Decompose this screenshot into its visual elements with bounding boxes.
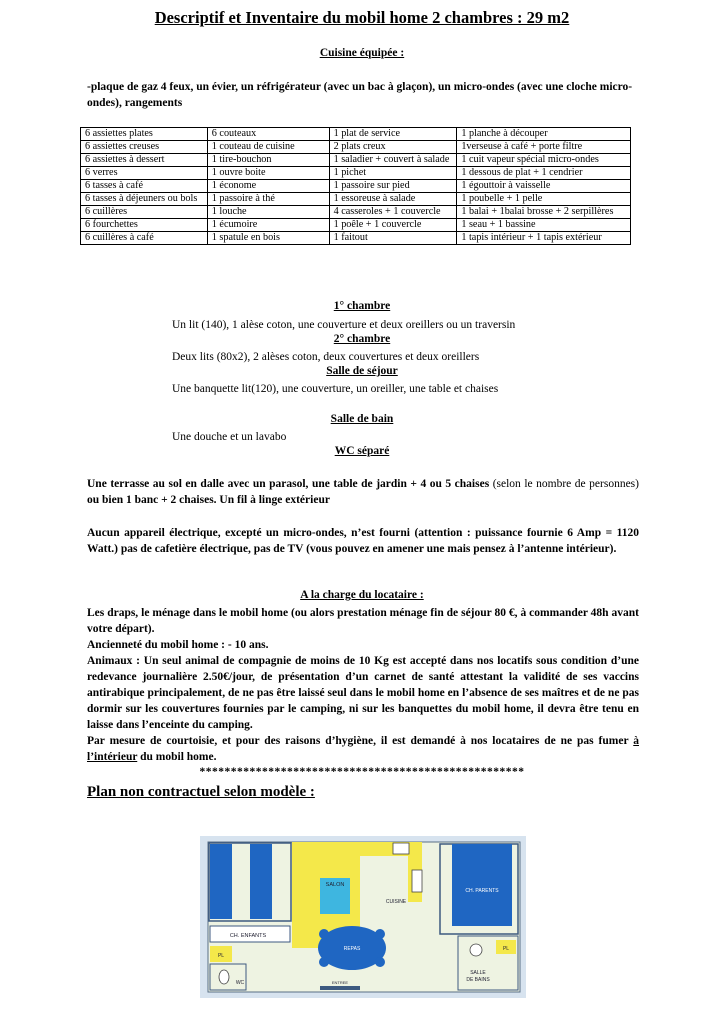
- entrance-label: ENTREE: [331, 980, 349, 985]
- table-cell: 1 essoreuse à salade: [329, 193, 457, 206]
- table-cell: 6 tasses à café: [81, 180, 208, 193]
- toilet: [219, 970, 229, 984]
- table-cell: 1 planche à découper: [457, 128, 631, 141]
- child-room-label: CH. ENFANTS: [229, 933, 267, 939]
- bathroom-text: Une douche et un lavabo: [172, 431, 287, 443]
- separator-stars: ****************************************************: [199, 766, 525, 778]
- chair-2: [375, 929, 385, 939]
- table-cell: 6 assiettes creuses: [81, 141, 208, 154]
- table-cell: 6 tasses à déjeuners ou bols: [81, 193, 208, 206]
- table-cell: 1 ouvre boite: [207, 167, 329, 180]
- tenant-smoking-c: du mobil home.: [137, 751, 217, 763]
- bathroom-label-2: DE BAINS: [466, 977, 490, 983]
- kitchen-heading-suffix: :: [397, 47, 405, 59]
- bedroom2-heading: 2° chambre: [333, 333, 391, 345]
- tenant-heading: [0, 589, 724, 601]
- bed-parent: [452, 844, 512, 926]
- tenant-smoking-b: à l’intérieur: [87, 735, 639, 763]
- table-cell: 1 égouttoir à vaisselle: [457, 180, 631, 193]
- table-cell: 6 assiettes à dessert: [81, 154, 208, 167]
- page-title: Descriptif et Inventaire du mobil home 2 chambres : 29 m2: [154, 8, 570, 27]
- table-cell: 6 cuillères: [81, 206, 208, 219]
- salon-label: SALON: [325, 882, 345, 888]
- table-row: [81, 154, 631, 167]
- table-cell: 6 assiettes plates: [81, 128, 208, 141]
- table-cell: 1 pichet: [329, 167, 457, 180]
- sink: [393, 843, 409, 854]
- table-cell: 6 fourchettes: [81, 219, 208, 232]
- tenant-smoking-a: Par mesure de courtoisie, et pour des raisons d’hygiène, il est demandé à nos locataires de ne pas fumer: [87, 735, 634, 747]
- wc-label: WC: [235, 980, 245, 986]
- inventory-table: [80, 127, 631, 245]
- bed-child-1: [210, 844, 232, 919]
- table-cell: 1 tire-bouchon: [207, 154, 329, 167]
- table-cell: 1 passoire à thé: [207, 193, 329, 206]
- table-cell: 1 économe: [207, 180, 329, 193]
- table-cell: 6 couteaux: [207, 128, 329, 141]
- bed-child-2: [250, 844, 272, 919]
- table-cell: 1 seau + 1 bassine: [457, 219, 631, 232]
- entrance-step: [320, 986, 360, 990]
- plan-heading: Plan non contractuel selon modèle :: [87, 784, 315, 800]
- table-cell: 1 poubelle + 1 pelle: [457, 193, 631, 206]
- bathroom-heading: Salle de bain: [330, 413, 394, 425]
- table-cell: 1 spatule en bois: [207, 232, 329, 245]
- closet-1-label: PL: [217, 953, 225, 959]
- bedroom1-heading: 1° chambre: [333, 300, 391, 312]
- table-row: [81, 141, 631, 154]
- floor-plan: [200, 836, 526, 998]
- table-cell: 1 cuit vapeur spécial micro-ondes: [457, 154, 631, 167]
- closet-2-label: PL: [502, 946, 510, 952]
- table-cell: 1 balai + 1balai brosse + 2 serpillères: [457, 206, 631, 219]
- kitchen-heading-text: Cuisine équipée: [319, 47, 398, 59]
- table-cell: 2 plats creux: [329, 141, 457, 154]
- tenant-heading-suffix: :: [416, 589, 424, 601]
- table-cell: 1 passoire sur pied: [329, 180, 457, 193]
- table-row: [81, 206, 631, 219]
- tenant-smoking: [87, 733, 639, 765]
- kitchen-description: -plaque de gaz 4 feux, un évier, un réfrigérateur (avec un bac à glaçon), un micro-ondes (avec une cloche micro-ondes), rangements: [87, 81, 633, 109]
- cooktop: [412, 870, 422, 892]
- table-cell: 1 couteau de cuisine: [207, 141, 329, 154]
- dining-label: REPAS: [343, 946, 361, 952]
- kitchen-label: CUISINE: [385, 899, 407, 905]
- terrace-part2: (selon le nombre de personnes): [489, 478, 639, 490]
- chair-4: [375, 957, 385, 967]
- table-cell: 1 écumoire: [207, 219, 329, 232]
- living-heading: Salle de séjour: [326, 365, 398, 377]
- living-text: Une banquette lit(120), une couverture, un oreiller, une table et chaises: [172, 383, 499, 395]
- parent-room-label: CH. PARENTS: [465, 888, 499, 894]
- terrace-paragraph: [87, 476, 639, 508]
- tenant-sheets: Les draps, le ménage dans le mobil home (ou alors prestation ménage fin de séjour 80 €, à commander 48h avant votre départ).: [87, 607, 639, 635]
- tenant-age: Ancienneté du mobil home : - 10 ans.: [87, 639, 269, 651]
- table-row: [81, 128, 631, 141]
- table-row: [81, 167, 631, 180]
- tenant-heading-text: A la charge du locataire: [300, 589, 417, 601]
- table-cell: 1 louche: [207, 206, 329, 219]
- table-cell: 1 poêle + 1 couvercle: [329, 219, 457, 232]
- tenant-animals: Animaux : Un seul animal de compagnie de moins de 10 Kg est accepté dans nos locatifs sous condition d’une redevance journalière 2.50€/jour, de présentation d’un carnet de santé attestant la validité de ses vaccins antirabique principalement, de ne pas être laissé seul dans le mobil home en l’absence de ses maîtres et de ne pas dormir sur les couvertures fournies par le camping, ni sur les banquettes du mobil home, il devra être tenu en laisse dans l’enceinte du camping.: [87, 655, 639, 731]
- table-cell: 1 faitout: [329, 232, 457, 245]
- table-row: [81, 180, 631, 193]
- kitchen-heading: [0, 47, 724, 59]
- table-row: [81, 193, 631, 206]
- table-row: [81, 232, 631, 245]
- terrace-part1: Une terrasse au sol en dalle avec un parasol, une table de jardin + 4 ou 5 chaises: [87, 478, 490, 490]
- chair-1: [319, 929, 329, 939]
- bedroom2-text: Deux lits (80x2), 2 alèses coton, deux couvertures et deux oreillers: [172, 351, 480, 363]
- terrace-part3: ou bien 1 banc + 2 chaises. Un fil à linge extérieur: [87, 494, 330, 506]
- table-cell: 6 verres: [81, 167, 208, 180]
- wc-heading: WC séparé: [334, 445, 390, 457]
- table-row: [81, 219, 631, 232]
- electric-paragraph: Aucun appareil électrique, excepté un micro-ondes, n’est fourni (attention : puissance fournie 6 Amp = 1120 Watt.) pas de cafetière électrique, pas de TV (vous pouvez en amener une mais pensez à l’antenne intérieur).: [87, 527, 639, 555]
- table-cell: 1 tapis intérieur + 1 tapis extérieur: [457, 232, 631, 245]
- table-cell: 1 plat de service: [329, 128, 457, 141]
- chair-3: [319, 957, 329, 967]
- table-cell: 1verseuse à café + porte filtre: [457, 141, 631, 154]
- table-cell: 1 dessous de plat + 1 cendrier: [457, 167, 631, 180]
- bedroom1-text: Un lit (140), 1 alèse coton, une couverture et deux oreillers ou un traversin: [172, 319, 516, 331]
- washbasin: [470, 944, 482, 956]
- tenant-block: [87, 605, 639, 765]
- bathroom-label-1: SALLE: [470, 970, 486, 976]
- table-cell: 1 saladier + couvert à salade: [329, 154, 457, 167]
- table-cell: 6 cuillères à café: [81, 232, 208, 245]
- table-cell: 4 casseroles + 1 couvercle: [329, 206, 457, 219]
